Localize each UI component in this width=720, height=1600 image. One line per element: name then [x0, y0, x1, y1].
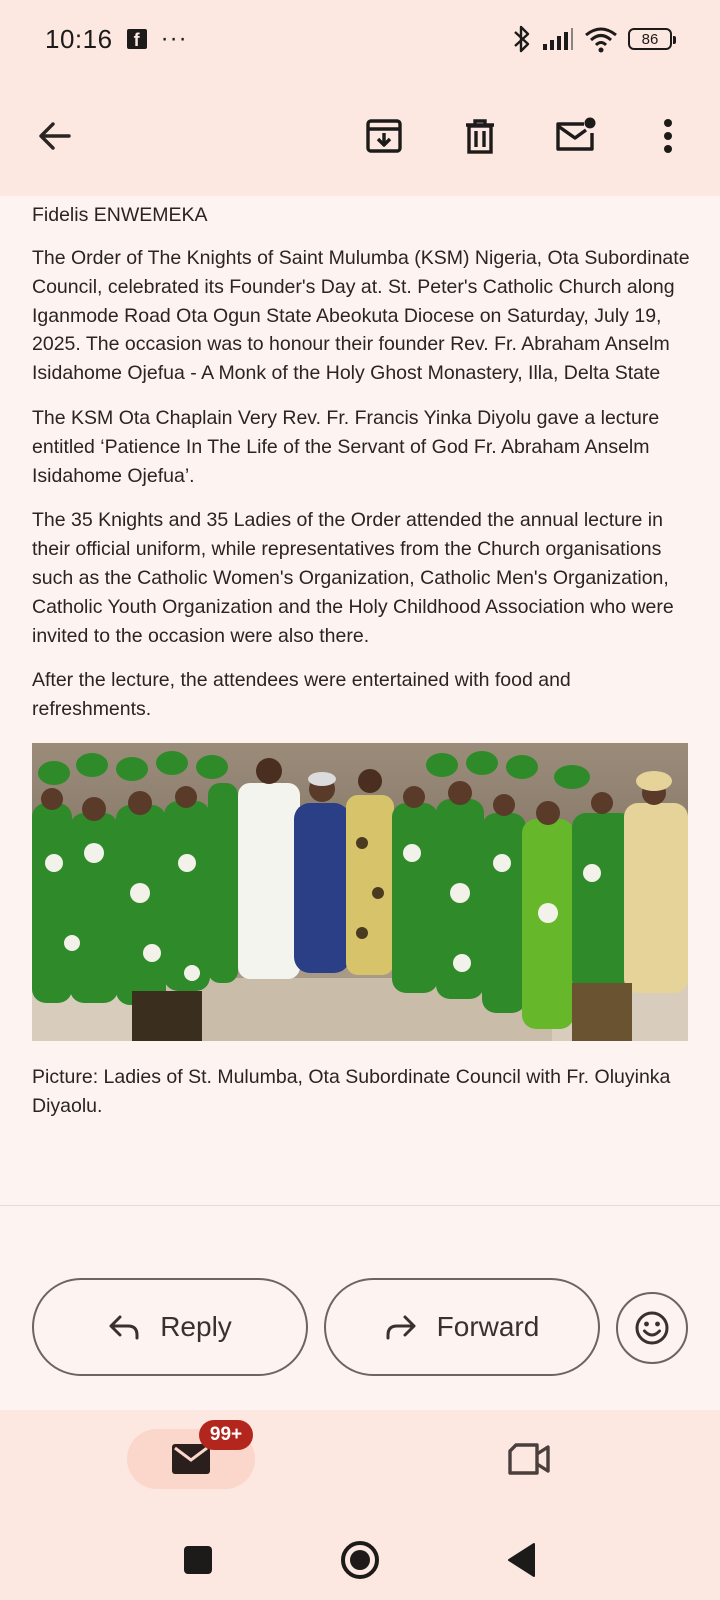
battery-level: 86 [641, 30, 659, 48]
battery-icon [628, 28, 672, 50]
email-paragraph: The Order of The Knights of Saint Mulumba (KSM) Nigeria, Ota Subordinate Council, celebrated its Founder's Day at. St. Peter's Catholic Church along Iganmode Road Ota Ogun State Abeokuta Diocese on Saturday, July 19, 2025. The occasion was to honour their founder Rev. Fr. Abraham Anselm Isidahome Ojefua - A Monk of the Holy Ghost Monastery, Illa, Delta State [32, 247, 690, 385]
photo-caption: Picture: Ladies of St. Mulumba, Ota Subordinate Council with Fr. Oluyinka Diyaolu. [32, 1065, 671, 1117]
triangle-back-icon [506, 1542, 538, 1578]
smiley-icon [634, 1310, 670, 1346]
reply-button[interactable] [32, 1278, 308, 1376]
bluetooth-icon [512, 24, 532, 54]
more-vert-icon [662, 118, 674, 154]
email-toolbar [0, 78, 720, 196]
archive-icon [365, 117, 403, 155]
wifi-icon [584, 25, 618, 53]
more-notifications-icon: ··· [160, 25, 188, 52]
mail-icon [171, 1443, 211, 1475]
video-camera-icon [507, 1442, 551, 1476]
status-left [45, 24, 188, 55]
email-sender: Fidelis ENWEMEKA [32, 204, 208, 226]
emoji-reaction-button[interactable] [616, 1292, 688, 1364]
archive-button[interactable] [356, 108, 412, 164]
reply-label: Reply [160, 1311, 232, 1342]
reply-icon [108, 1313, 140, 1341]
mark-unread-icon [554, 117, 598, 155]
forward-icon [385, 1313, 417, 1341]
mark-unread-button[interactable] [548, 108, 604, 164]
square-nav-icon [182, 1544, 214, 1576]
facebook-notification-icon: f [127, 29, 147, 49]
email-paragraph: The 35 Knights and 35 Ladies of the Order attended the annual lecture in their official uniform, while representatives from the Church organisations such as the Catholic Women's Organization, Catholic Men's Organization, Catholic Youth Organization and the Holy Childhood Association who were invited to the occasion were also there. [32, 509, 674, 647]
status-bar [0, 0, 720, 78]
home-circle-icon [339, 1539, 381, 1581]
email-paragraph: The KSM Ota Chaplain Very Rev. Fr. Francis Yinka Diyolu gave a lecture entitled ‘Patience In The Life of the Servant of God Fr. Abraham Anselm Isidahome Ojefua’. [32, 406, 660, 487]
meet-tab[interactable] [504, 1434, 554, 1484]
email-paragraph: After the lecture, the attendees were entertained with food and refreshments. [32, 669, 571, 721]
system-back-button[interactable] [494, 1532, 550, 1588]
signal-icon [542, 27, 574, 51]
content-divider [0, 1205, 720, 1206]
back-arrow-icon [37, 118, 73, 154]
unread-count-badge: 99+ [199, 1420, 253, 1450]
status-time: 10:16 [45, 23, 113, 54]
back-button[interactable] [27, 108, 83, 164]
email-body [32, 196, 692, 1121]
group-photo[interactable] [32, 743, 688, 1041]
bottom-navigation [0, 1410, 720, 1600]
status-right [512, 24, 672, 54]
delete-button[interactable] [452, 108, 508, 164]
more-options-button[interactable] [640, 108, 696, 164]
forward-button[interactable] [324, 1278, 600, 1376]
forward-label: Forward [436, 1311, 540, 1342]
trash-icon [462, 117, 498, 155]
home-button[interactable] [332, 1532, 388, 1588]
recent-apps-button[interactable] [170, 1532, 226, 1588]
